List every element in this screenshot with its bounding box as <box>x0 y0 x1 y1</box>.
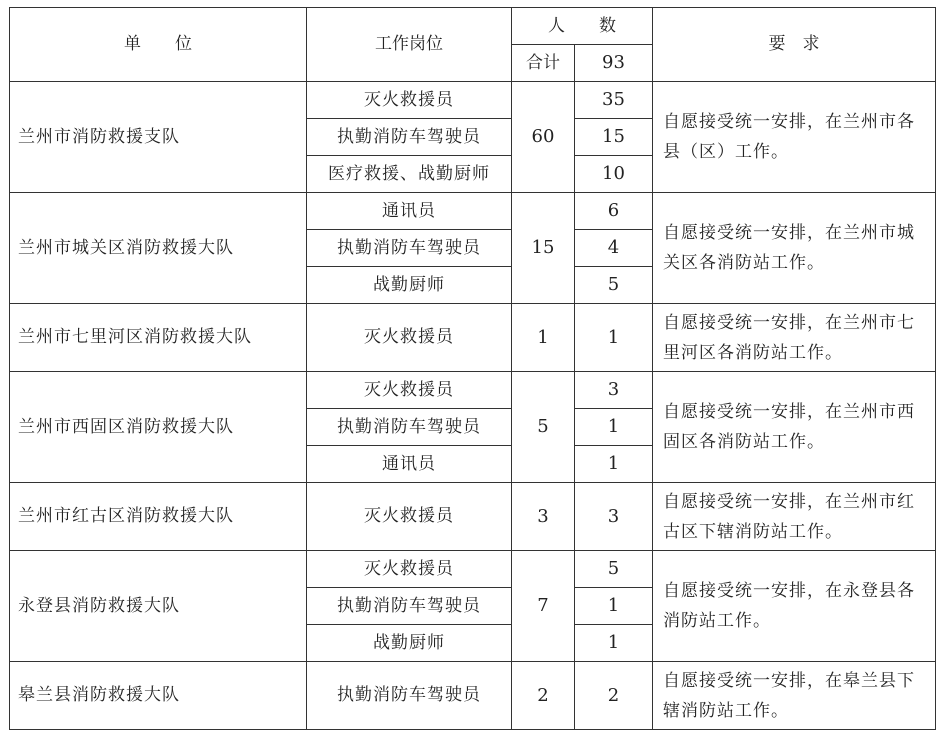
subtotal-cell: 15 <box>512 193 575 304</box>
table-row <box>10 82 936 119</box>
position-cell: 执勤消防车驾驶员 <box>307 662 512 730</box>
table-row <box>10 193 936 230</box>
count-cell: 3 <box>575 483 653 551</box>
count-cell: 6 <box>575 193 653 230</box>
table-row <box>10 483 936 551</box>
count-cell: 1 <box>575 588 653 625</box>
recruitment-table <box>9 7 936 730</box>
subtotal-cell: 5 <box>512 372 575 483</box>
header-unit: 单 位 <box>10 8 307 82</box>
table-row <box>10 551 936 588</box>
count-cell: 5 <box>575 267 653 304</box>
count-cell: 3 <box>575 372 653 409</box>
requirement-cell: 自愿接受统一安排，在兰州市七里河区各消防站工作。 <box>653 304 936 372</box>
table-row <box>10 372 936 409</box>
position-cell: 灭火救援员 <box>307 483 512 551</box>
requirement-cell: 自愿接受统一安排，在兰州市西固区各消防站工作。 <box>653 372 936 483</box>
position-cell: 医疗救援、战勤厨师 <box>307 156 512 193</box>
header-position: 工作岗位 <box>307 8 512 82</box>
position-cell: 战勤厨师 <box>307 625 512 662</box>
requirement-cell: 自愿接受统一安排，在兰州市城关区各消防站工作。 <box>653 193 936 304</box>
count-cell: 4 <box>575 230 653 267</box>
position-cell: 执勤消防车驾驶员 <box>307 230 512 267</box>
table-row <box>10 662 936 730</box>
count-cell: 10 <box>575 156 653 193</box>
position-cell: 灭火救援员 <box>307 372 512 409</box>
requirement-cell: 自愿接受统一安排，在皋兰县下辖消防站工作。 <box>653 662 936 730</box>
position-cell: 执勤消防车驾驶员 <box>307 588 512 625</box>
subtotal-cell: 7 <box>512 551 575 662</box>
position-cell: 战勤厨师 <box>307 267 512 304</box>
requirement-cell: 自愿接受统一安排，在兰州市红古区下辖消防站工作。 <box>653 483 936 551</box>
unit-cell: 永登县消防救援大队 <box>10 551 307 662</box>
position-cell: 通讯员 <box>307 446 512 483</box>
count-cell: 5 <box>575 551 653 588</box>
table-body <box>10 82 936 730</box>
unit-cell: 皋兰县消防救援大队 <box>10 662 307 730</box>
unit-cell: 兰州市红古区消防救援大队 <box>10 483 307 551</box>
position-cell: 执勤消防车驾驶员 <box>307 119 512 156</box>
header-total-value: 93 <box>575 45 653 82</box>
count-cell: 1 <box>575 304 653 372</box>
count-cell: 1 <box>575 409 653 446</box>
requirement-cell: 自愿接受统一安排，在兰州市各县（区）工作。 <box>653 82 936 193</box>
requirement-cell: 自愿接受统一安排，在永登县各消防站工作。 <box>653 551 936 662</box>
subtotal-cell: 1 <box>512 304 575 372</box>
header-people: 人 数 <box>512 8 653 45</box>
unit-cell: 兰州市消防救援支队 <box>10 82 307 193</box>
position-cell: 灭火救援员 <box>307 82 512 119</box>
subtotal-cell: 60 <box>512 82 575 193</box>
subtotal-cell: 2 <box>512 662 575 730</box>
position-cell: 灭火救援员 <box>307 304 512 372</box>
count-cell: 1 <box>575 446 653 483</box>
count-cell: 15 <box>575 119 653 156</box>
unit-cell: 兰州市西固区消防救援大队 <box>10 372 307 483</box>
position-cell: 灭火救援员 <box>307 551 512 588</box>
position-cell: 通讯员 <box>307 193 512 230</box>
subtotal-cell: 3 <box>512 483 575 551</box>
unit-cell: 兰州市七里河区消防救援大队 <box>10 304 307 372</box>
unit-cell: 兰州市城关区消防救援大队 <box>10 193 307 304</box>
position-cell: 执勤消防车驾驶员 <box>307 409 512 446</box>
count-cell: 1 <box>575 625 653 662</box>
table-row <box>10 304 936 372</box>
header-total-label: 合计 <box>512 45 575 82</box>
recruitment-table-container <box>9 7 936 730</box>
count-cell: 35 <box>575 82 653 119</box>
count-cell: 2 <box>575 662 653 730</box>
header-requirement: 要 求 <box>653 8 936 82</box>
